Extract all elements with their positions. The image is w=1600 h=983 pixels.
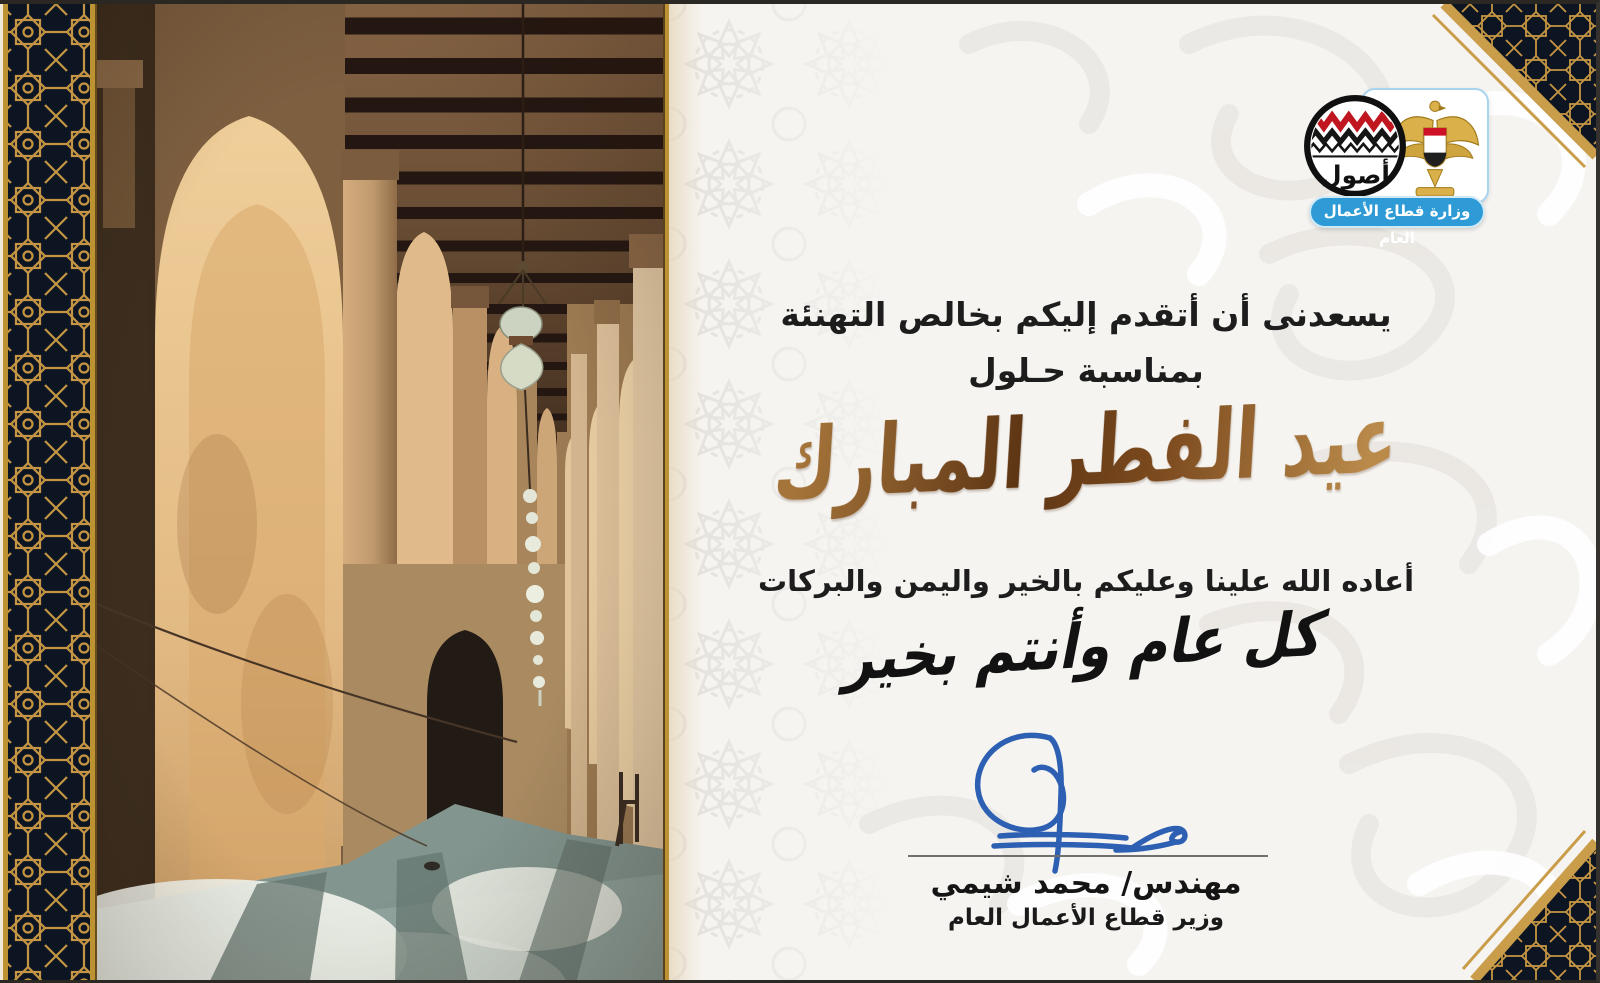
signatory-name: مهندس/ محمد شيمي bbox=[930, 866, 1242, 901]
signatory-title: وزير قطاع الأعمال العام bbox=[947, 905, 1225, 931]
greeting-line-2: بمناسبة حـلول bbox=[968, 351, 1204, 390]
signature bbox=[946, 724, 1246, 874]
corner-ornament-bottom-right bbox=[1426, 802, 1596, 980]
islamic-star-border bbox=[0, 4, 97, 983]
eid-calligraphy-text: عيد الفطر المبارك bbox=[771, 382, 1401, 522]
greeting-line-1: يسعدنى أن أتقدم إليكم بخالص التهنئة bbox=[780, 295, 1392, 334]
wish-calligraphy-text: كل عام وأنتم بخير bbox=[840, 597, 1332, 695]
ministry-banner: وزارة قطاع الأعمال العام bbox=[1309, 196, 1485, 228]
greeting-line-3: أعاده الله علينا وعليكم بالخير واليمن والبركات bbox=[757, 564, 1415, 598]
mosque-arcade-photo bbox=[97, 4, 663, 983]
signature-divider bbox=[908, 855, 1268, 857]
wish-calligraphy bbox=[669, 597, 1503, 727]
roundel-text: أصول bbox=[1320, 160, 1390, 190]
corner-ornament-top-right bbox=[1426, 4, 1596, 182]
greeting-text-stack bbox=[669, 4, 1503, 983]
eid-calligraphy bbox=[669, 382, 1503, 562]
